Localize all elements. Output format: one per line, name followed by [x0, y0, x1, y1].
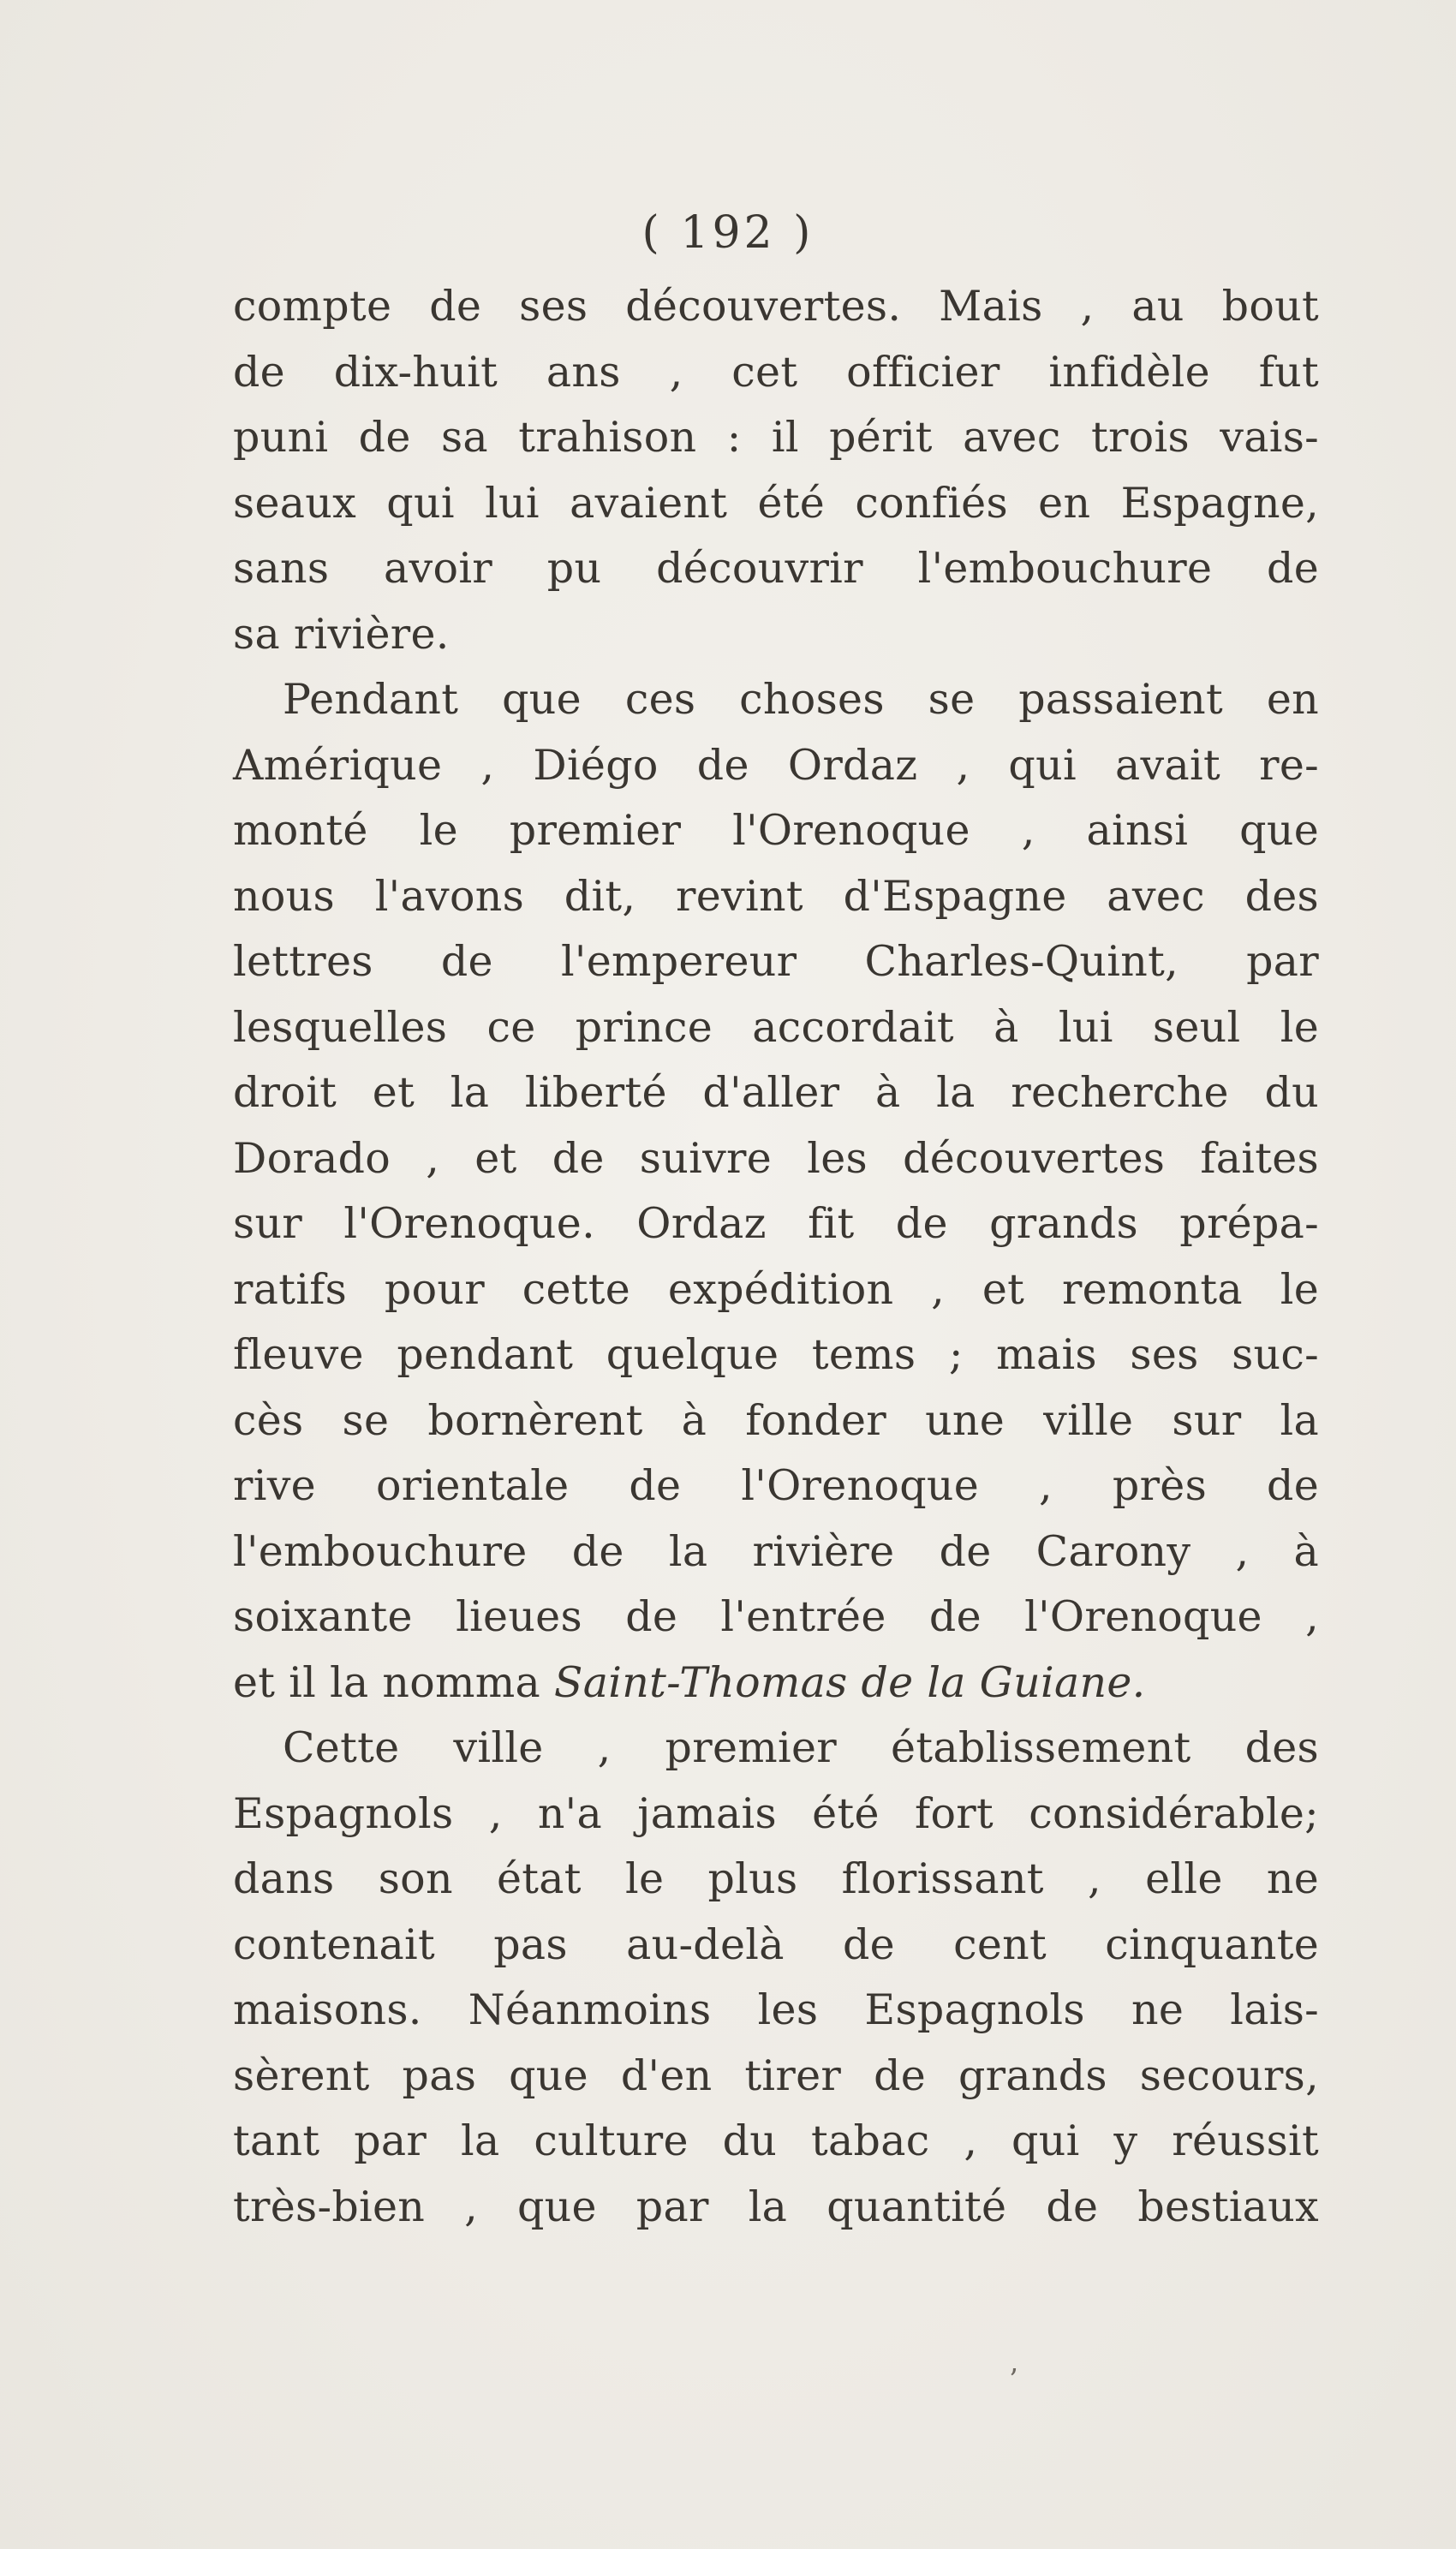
line-text: et il la nomma: [233, 1657, 554, 1707]
line-text: cès se bornèrent à fonder une ville sur la: [233, 1395, 1319, 1445]
text-line: [233, 274, 1319, 340]
page-number-header: ( 192 ): [641, 207, 815, 259]
text-line: [233, 340, 1319, 406]
line-text: Dorado , et de suivre les découvertes faites: [233, 1133, 1319, 1183]
line-text: soixante lieues de l'entrée de l'Orenoque ,: [233, 1592, 1319, 1641]
line-text: très-bien , que par la quantité de bestiaux: [233, 2182, 1319, 2231]
text-line: [233, 2175, 1319, 2241]
line-text: lesquelles ce prince accordait à lui seul le: [233, 1002, 1319, 1052]
line-text: tant par la culture du tabac , qui y réussit: [233, 2116, 1319, 2165]
line-text: puni de sa trahison : il périt avec trois vais-: [233, 413, 1319, 462]
text-line: [233, 471, 1319, 537]
line-text: Pendant que ces choses se passaient en: [283, 675, 1319, 724]
text-line: [233, 1257, 1319, 1323]
text-line: [233, 1126, 1319, 1192]
text-line: [233, 1191, 1319, 1257]
text-line: [233, 602, 1319, 668]
text-line: [233, 864, 1319, 930]
line-text: dans son état le plus florissant , elle ne: [233, 1854, 1319, 1903]
line-text: monté le premier l'Orenoque , ainsi que: [233, 806, 1319, 855]
text-line: [233, 536, 1319, 602]
text-line: [233, 2109, 1319, 2175]
text-line: [233, 798, 1319, 864]
text-line: [233, 995, 1319, 1061]
line-text: sur l'Orenoque. Ordaz fit de grands prépa-: [233, 1199, 1319, 1248]
body-text: [233, 274, 1319, 2240]
line-text: l'embouchure de la rivière de Carony , à: [233, 1526, 1319, 1576]
line-text: droit et la liberté d'aller à la recherche du: [233, 1068, 1319, 1117]
line-text: sèrent pas que d'en tirer de grands secours,: [233, 2051, 1319, 2100]
text-line: [233, 1651, 1319, 1716]
line-text: contenait pas au-delà de cent cinquante: [233, 1919, 1319, 1969]
text-line: [233, 1060, 1319, 1126]
line-text: nous l'avons dit, revint d'Espagne avec des: [233, 871, 1319, 921]
line-text: fleuve pendant quelque tems ; mais ses suc-: [233, 1330, 1319, 1379]
text-line: [233, 667, 1319, 733]
text-line: [233, 1847, 1319, 1913]
italic-place-name: Saint-Thomas de la Guiane.: [553, 1657, 1146, 1707]
line-text: sans avoir pu découvrir l'embouchure de: [233, 544, 1319, 593]
text-line: [233, 1978, 1319, 2044]
line-text: compte de ses découvertes. Mais , au bout: [233, 282, 1319, 331]
text-line: [233, 405, 1319, 471]
text-line: [233, 1716, 1319, 1782]
text-line: [233, 1585, 1319, 1651]
text-line: [233, 1454, 1319, 1519]
line-text: sa rivière.: [233, 609, 450, 659]
line-text: maisons. Néanmoins les Espagnols ne lais-: [233, 1985, 1319, 2034]
line-text: Amérique , Diégo de Ordaz , qui avait re-: [233, 740, 1319, 790]
line-text: seaux qui lui avaient été confiés en Espagne,: [233, 478, 1319, 528]
line-text: de dix-huit ans , cet officier infidèle fut: [233, 347, 1319, 397]
line-text: Espagnols , n'a jamais été fort considérable;: [233, 1788, 1319, 1838]
ink-speck: ʼ: [1008, 2363, 1017, 2397]
text-line: [233, 1913, 1319, 1979]
text-line: [233, 733, 1319, 799]
text-line: [233, 1782, 1319, 1848]
line-text: ratifs pour cette expédition , et remonta le: [233, 1264, 1319, 1314]
text-line: [233, 1322, 1319, 1388]
text-line: [233, 2044, 1319, 2110]
text-line: [233, 1519, 1319, 1585]
line-text: lettres de l'empereur Charles-Quint, par: [233, 937, 1319, 986]
text-line: [233, 1388, 1319, 1454]
line-text: Cette ville , premier établissement des: [283, 1723, 1319, 1772]
line-text: rive orientale de l'Orenoque , près de: [233, 1461, 1319, 1510]
text-line: [233, 929, 1319, 995]
